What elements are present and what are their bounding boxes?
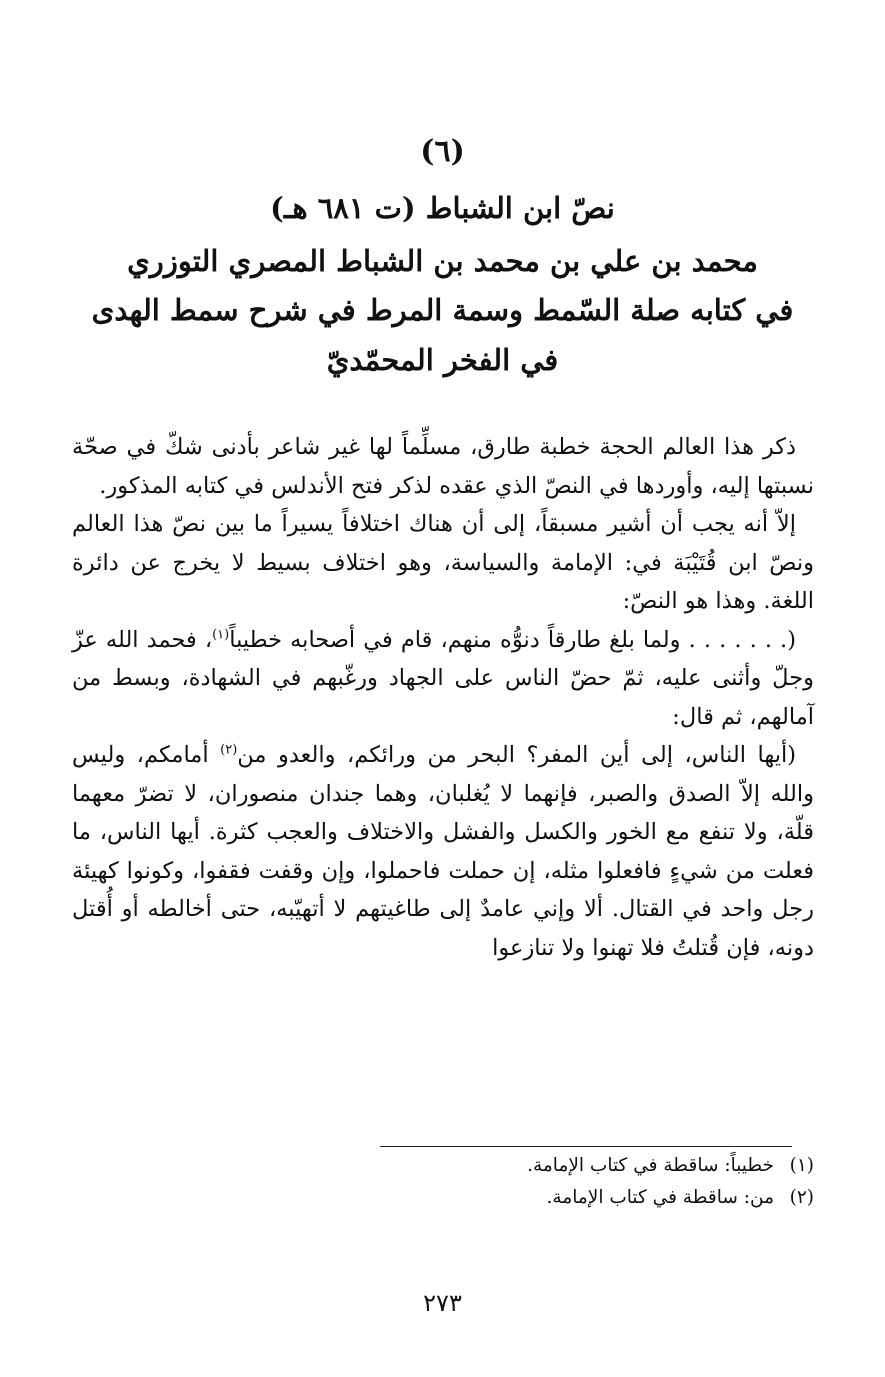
footnote-1-number: (١) (789, 1155, 814, 1176)
paragraph-difference: إلاّ أنه يجب أن أشير مسبقاً، إلى أن هناك اختلافاً يسيراً ما بين نصّ هذا العالم ونصّ ابن قُتَيْبَة في: الإمامة والسياسة، وهو اختلاف بسيط لا يخرج عن دائرة اللغة. وهذا هو النصّ: (72, 511, 814, 614)
quote-opening-text-cont: ، فحمد الله عزّ وجلّ وأثنى عليه، ثمّ حضّ الناس على الجهاد ورغّبهم في الشهادة، وبسط من آمالهم، ثم قال: (72, 626, 814, 730)
footnote-1 (380, 1150, 814, 1182)
sermon-text-cont: أمامكم، وليس والله إلاّ الصدق والصبر، فإنهما لا يُغلبان، وهما جندان منصوران، لا تضرّ معهما قلّة، ولا تنفع مع الخور والكسل والفشل والاختلاف والعجب كثرة. أيها الناس، ما فعلت من شيءٍ فافعلوا مثله، إن حملت فاحملوا، وإن وقفت فقفوا، وكونوا كهيئة رجل واحد في القتال. ألا وإني عامدٌ إلى طاغيتهم لا أتهيّبه، حتى أخالطه أو أُقتل دونه، فإن قُتلتُ فلا تهنوا ولا تنازعوا (72, 742, 814, 961)
heading-book-title: في كتابه صلة السّمط وسمة المرط في شرح سمط الهدى (91, 293, 794, 327)
heading-author-fullname: محمد بن علي بن محمد بن الشباط المصري التوزري (127, 244, 758, 278)
footnote-ref-1[interactable]: (١) (212, 627, 230, 642)
sermon-text: (أيها الناس، إلى أين المفر؟ البحر من ورائكم، والعدو من (237, 742, 797, 768)
heading-author-title: نصّ ابن الشباط (ت ٦٨١ هـ) (270, 191, 615, 225)
page-number: ٢٧٣ (423, 1289, 462, 1317)
heading-book-title-cont: في الفخر المحمّديّ (326, 343, 559, 377)
paragraph-sermon (72, 736, 814, 967)
main-text (72, 428, 814, 967)
quote-opening-text: (. . . . . . . ولما بلغ طارقاً دنوُّه منهم، قام في أصحابه خطيباً (229, 626, 796, 653)
footnote-2-number: (٢) (789, 1187, 814, 1208)
paragraph-quote-opening (72, 621, 814, 737)
footnote-ref-2[interactable]: (٢) (220, 742, 238, 758)
paragraph-intro: ذكر هذا العالم الحجة خطبة طارق، مسلِّماً لها غير شاعر بأدنى شكّ في صحّة نسبتها إليه، وأوردها في النصّ الذي عقده لذكر فتح الأندلس في كتابه المذكور. (72, 434, 814, 499)
footnote-2 (380, 1182, 814, 1214)
footnote-divider (380, 1146, 792, 1147)
section-number: (٦) (420, 134, 465, 169)
footnotes (380, 1150, 814, 1214)
footnote-1-text: خطيباً: ساقطة في كتاب الإمامة. (527, 1155, 774, 1176)
footnote-2-text: من: ساقطة في كتاب الإمامة. (546, 1187, 774, 1208)
